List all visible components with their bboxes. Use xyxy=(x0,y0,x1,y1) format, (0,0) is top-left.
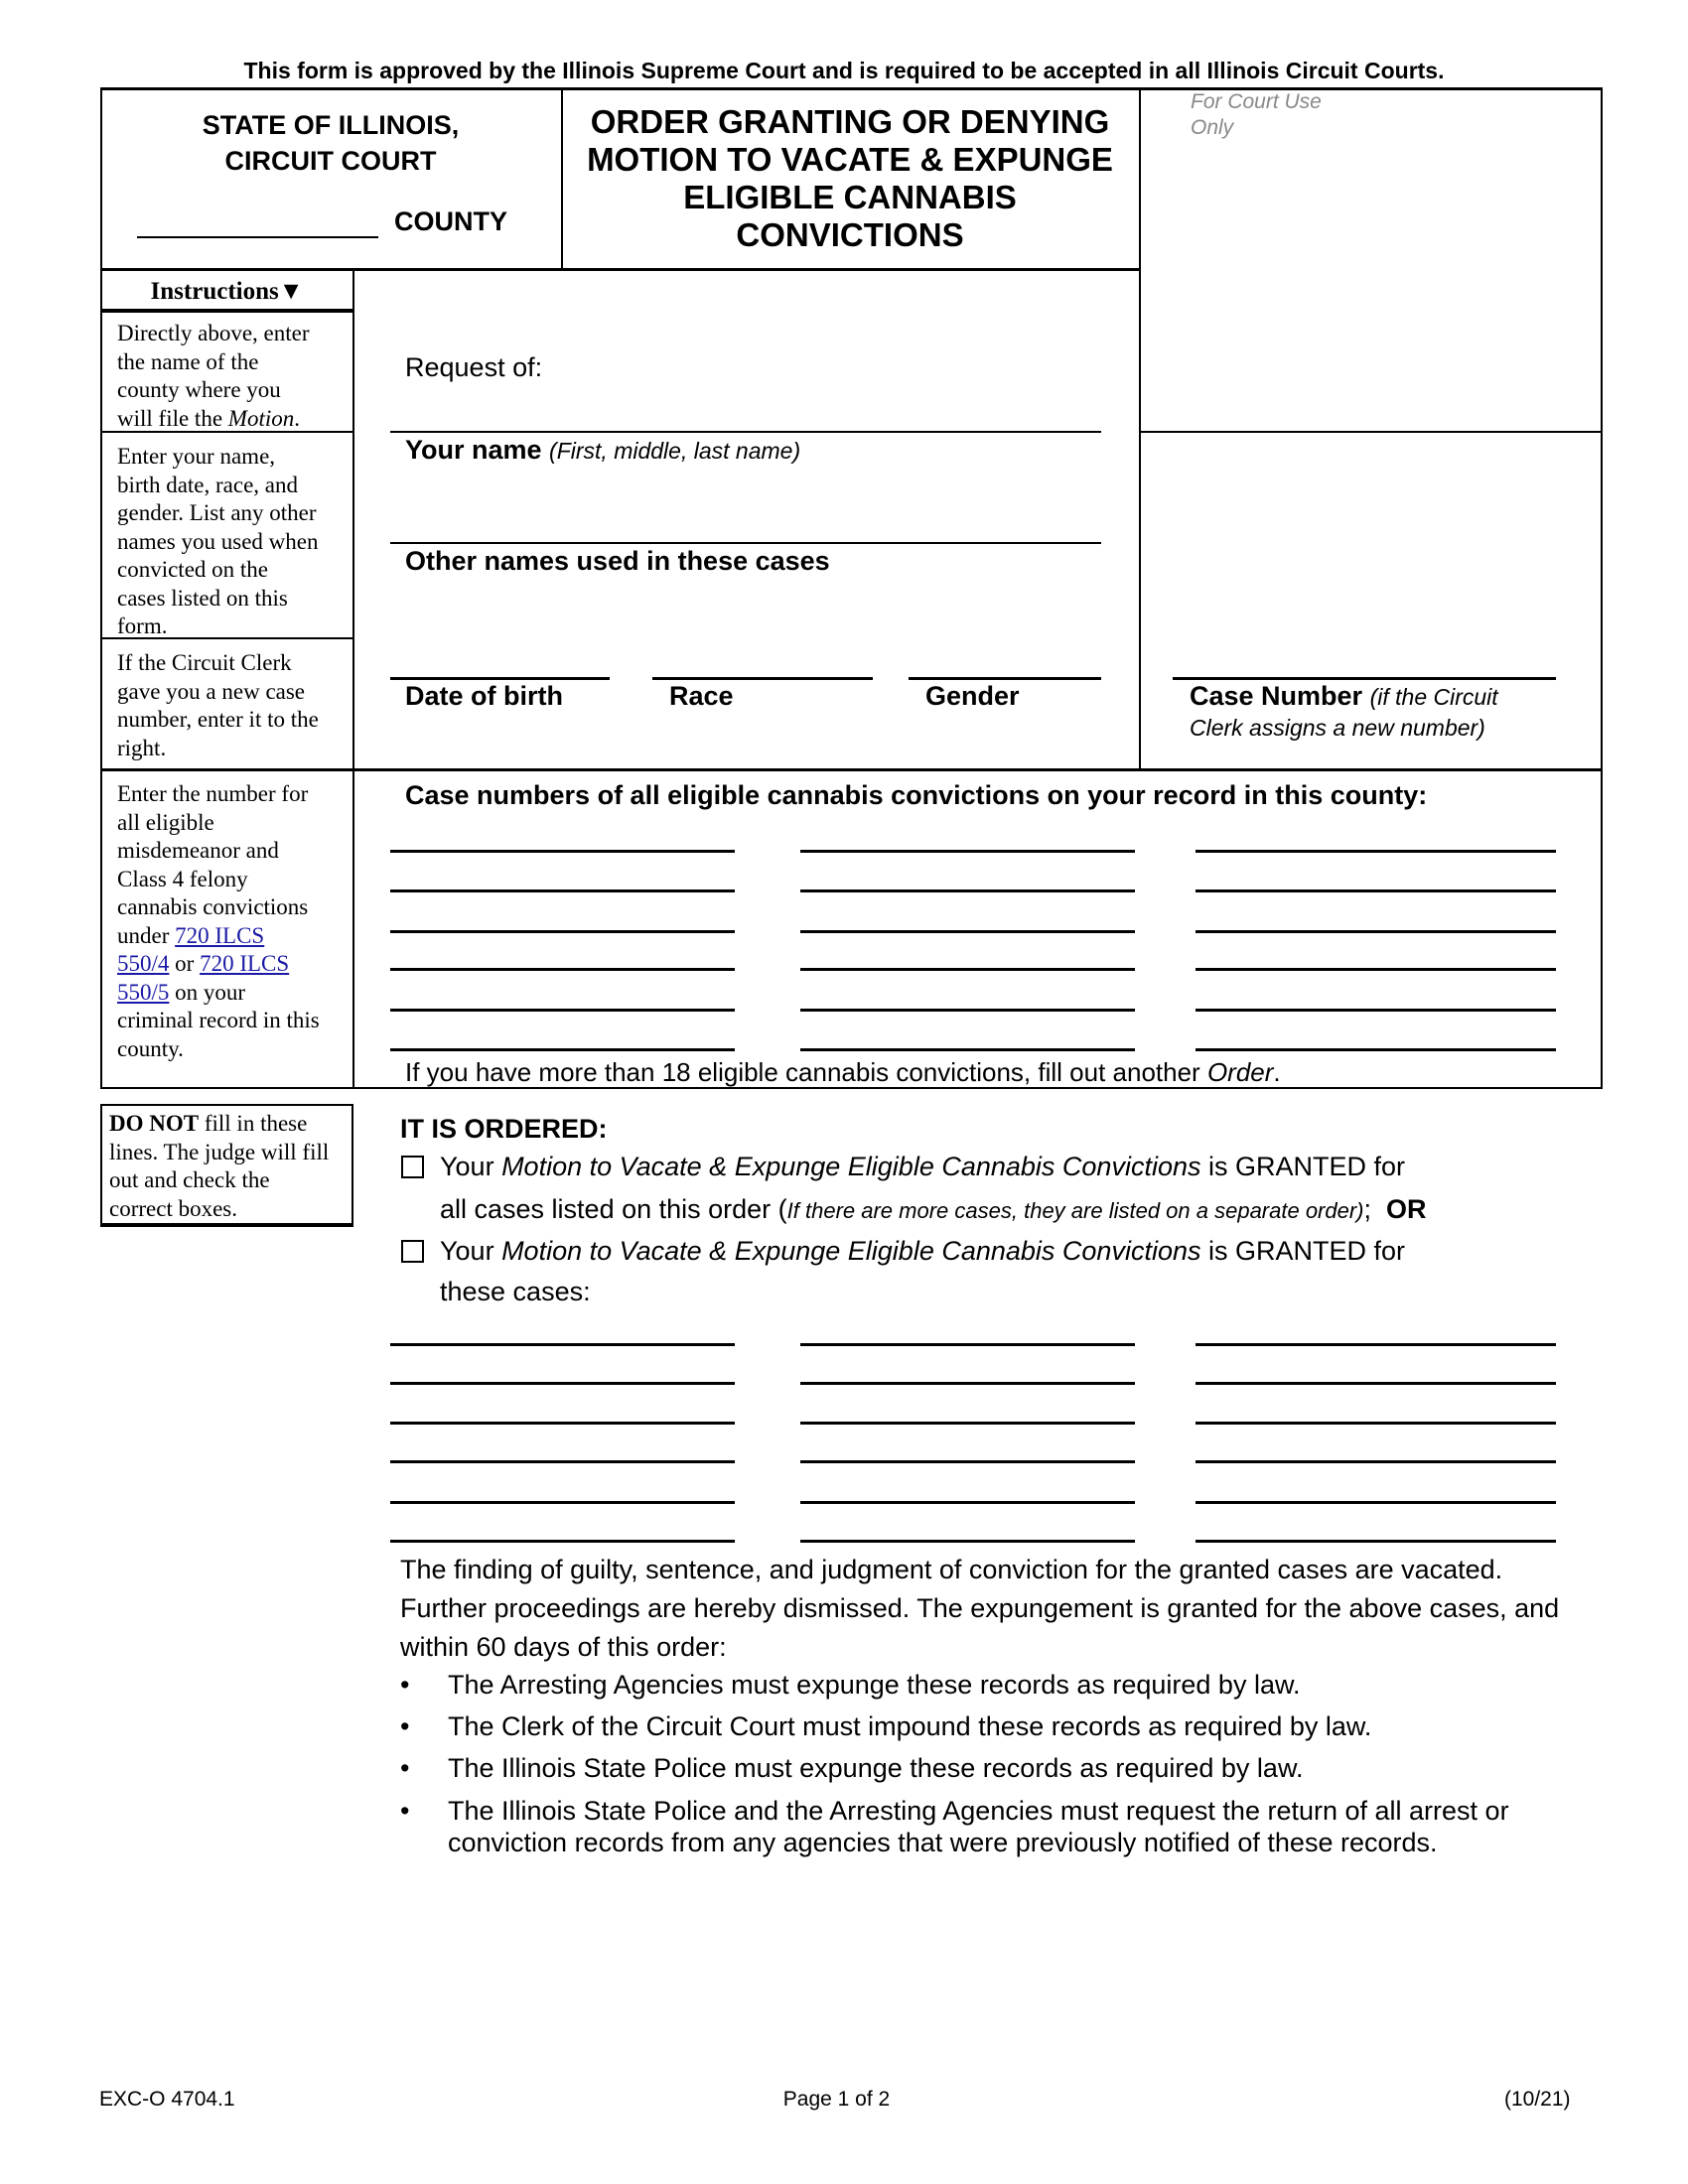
text: ; xyxy=(1363,1194,1372,1224)
court-state: STATE OF ILLINOIS, xyxy=(202,110,460,140)
cases-note xyxy=(405,1057,1281,1088)
note-text-italic: Order xyxy=(1206,1057,1274,1087)
grant-selected-checkbox[interactable] xyxy=(401,1240,424,1263)
instruction-case-number: If the Circuit Clerk gave you a new case number, enter it to the right. xyxy=(117,650,319,760)
granted-case-input[interactable] xyxy=(390,1540,735,1543)
bullet-item xyxy=(400,1753,1509,1795)
granted-case-input[interactable] xyxy=(390,1422,735,1425)
instruction-convictions xyxy=(117,780,320,1063)
court-use-label xyxy=(1191,89,1322,141)
grant-all-checkbox[interactable] xyxy=(401,1156,424,1178)
case-number-input[interactable] xyxy=(1196,889,1556,892)
granted-case-input[interactable] xyxy=(1196,1460,1556,1463)
order-heading: IT IS ORDERED: xyxy=(400,1114,608,1144)
dob-label: Date of birth xyxy=(405,681,563,711)
grant-selected-text-line2: these cases: xyxy=(440,1277,591,1306)
county-input[interactable] xyxy=(137,236,378,238)
text-italic: Motion to Vacate & Expunge Eligible Cannabis Convictions xyxy=(501,1236,1201,1266)
case-number-input[interactable] xyxy=(1196,930,1556,933)
order-paragraph xyxy=(400,1551,1559,1667)
gender-label: Gender xyxy=(925,681,1020,711)
case-number-input[interactable] xyxy=(800,850,1135,853)
request-of-input[interactable] xyxy=(390,431,1101,433)
instruction-text: or xyxy=(169,951,201,976)
granted-case-input[interactable] xyxy=(800,1540,1135,1543)
your-name-label xyxy=(405,435,800,466)
case-number-input[interactable] xyxy=(1196,1048,1556,1051)
divider xyxy=(1139,88,1141,770)
paragraph-line: Further proceedings are hereby dismissed. The expungement is granted for the above cases, and xyxy=(400,1593,1560,1623)
race-input[interactable] xyxy=(652,677,873,680)
granted-case-input[interactable] xyxy=(390,1382,735,1385)
granted-case-input[interactable] xyxy=(1196,1501,1556,1504)
instruction-text: . xyxy=(294,405,300,431)
case-numbers-heading: Case numbers of all eligible cannabis convictions on your record in this county: xyxy=(405,780,1428,810)
bullet-icon: • xyxy=(400,1670,410,1700)
bullet-icon: • xyxy=(400,1796,410,1826)
case-number-input[interactable] xyxy=(390,889,735,892)
bullet-item xyxy=(400,1795,1509,1858)
form-date: (10/21) xyxy=(1504,2088,1571,2111)
note-text: . xyxy=(1273,1057,1281,1087)
request-of-label: Request of: xyxy=(405,352,543,382)
instruction-text: Directly above, enter the name of the county where you will file the xyxy=(117,321,310,431)
grant-all-text xyxy=(440,1152,1405,1182)
text-italic: If there are more cases, they are listed on a separate order) xyxy=(786,1198,1364,1223)
form-id: EXC-O 4704.1 xyxy=(99,2088,235,2111)
case-number-input[interactable] xyxy=(800,1009,1135,1012)
bullet-item xyxy=(400,1711,1509,1753)
case-number-input[interactable] xyxy=(800,968,1135,971)
instructions-label: Instructions xyxy=(150,278,279,305)
granted-case-input[interactable] xyxy=(800,1501,1135,1504)
instruction-text: Enter the number for all eligible misdemeanor and Class 4 felony cannabis convictions under xyxy=(117,781,309,948)
label-text: Your name xyxy=(405,435,542,465)
granted-case-input[interactable] xyxy=(800,1382,1135,1385)
bullet-item xyxy=(400,1670,1509,1711)
case-number-input[interactable] xyxy=(1196,968,1556,971)
approval-notice: This form is approved by the Illinois Supreme Court and is required to be accepted in all Illinois Circuit Courts. xyxy=(243,58,1445,83)
granted-case-input[interactable] xyxy=(1196,1540,1556,1543)
form-title xyxy=(561,103,1139,254)
case-number-input[interactable] xyxy=(800,930,1135,933)
court-name xyxy=(100,107,561,179)
link-text[interactable]: 720 ILCS xyxy=(175,922,265,948)
bullet-text: The Illinois State Police must expunge these records as required by law. xyxy=(448,1753,1304,1783)
instruction-county xyxy=(117,320,310,433)
case-number-input[interactable] xyxy=(1196,850,1556,853)
instruction-text-italic: Motion xyxy=(227,405,295,431)
court-circuit: CIRCUIT COURT xyxy=(224,146,437,176)
granted-case-input[interactable] xyxy=(390,1501,735,1504)
grant-all-text-line2 xyxy=(440,1194,1427,1225)
case-number-input[interactable] xyxy=(390,930,735,933)
grant-selected-text xyxy=(440,1236,1405,1267)
granted-case-input[interactable] xyxy=(800,1460,1135,1463)
bullet-text: conviction records from any agencies that were previously notified of these records. xyxy=(448,1828,1438,1857)
caret-down-icon: ▼ xyxy=(278,278,304,305)
divider xyxy=(1139,431,1603,433)
divider xyxy=(100,268,1140,271)
case-number-input[interactable] xyxy=(800,1048,1135,1051)
text: Your xyxy=(440,1152,502,1181)
judge-only-note xyxy=(100,1104,353,1227)
divider xyxy=(100,309,353,313)
your-name-input[interactable] xyxy=(390,542,1101,544)
paragraph-line: within 60 days of this order: xyxy=(400,1632,727,1662)
divider xyxy=(100,768,1603,771)
note-bold: DO NOT xyxy=(109,1111,200,1136)
case-number-input[interactable] xyxy=(390,1009,735,1012)
court-use-line: For Court Use xyxy=(1191,90,1322,113)
label-text: Case Number xyxy=(1190,681,1363,711)
hint-text: (if the Circuit xyxy=(1369,684,1498,710)
granted-case-input[interactable] xyxy=(1196,1382,1556,1385)
granted-case-input[interactable] xyxy=(1196,1422,1556,1425)
title-line: ORDER GRANTING OR DENYING xyxy=(590,103,1110,140)
title-line: MOTION TO VACATE & EXPUNGE xyxy=(587,141,1113,178)
granted-case-input[interactable] xyxy=(1196,1343,1556,1346)
case-number-input[interactable] xyxy=(1196,1009,1556,1012)
instruction-text: on your criminal record in this county. xyxy=(117,979,320,1061)
bullet-text: The Illinois State Police and the Arresting Agencies must request the return of all arrest or xyxy=(448,1796,1509,1826)
hint-text: Clerk assigns a new number) xyxy=(1190,715,1485,741)
note-text: fill in these lines. The judge will fill out and check the correct boxes. xyxy=(109,1111,330,1221)
title-line: ELIGIBLE CANNABIS xyxy=(683,179,1017,215)
instruction-name: Enter your name, birth date, race, and gender. List any other names you used when convicted on the cases listed on this form. xyxy=(117,444,319,638)
granted-case-input[interactable] xyxy=(390,1460,735,1463)
bullet-text: The Arresting Agencies must expunge these records as required by law. xyxy=(448,1670,1301,1700)
text: is GRANTED for xyxy=(1200,1152,1406,1181)
case-number-input[interactable] xyxy=(390,1048,735,1051)
or-label: OR xyxy=(1386,1194,1427,1224)
case-number-input[interactable] xyxy=(800,889,1135,892)
case-number-label xyxy=(1190,681,1498,743)
link-text[interactable]: 720 ILCS xyxy=(200,951,290,976)
gender-input[interactable] xyxy=(909,677,1101,680)
granted-case-input[interactable] xyxy=(800,1343,1135,1346)
case-number-input[interactable] xyxy=(390,968,735,971)
hint-text: (First, middle, last name) xyxy=(549,438,801,464)
instructions-header[interactable] xyxy=(100,278,353,306)
bullet-icon: • xyxy=(400,1753,410,1783)
race-label: Race xyxy=(669,681,734,711)
other-names-label: Other names used in these cases xyxy=(405,546,830,576)
paragraph-line: The finding of guilty, sentence, and judgment of conviction for the granted cases are vacated. xyxy=(400,1555,1503,1584)
order-bullets xyxy=(400,1670,1509,1858)
page-number: Page 1 of 2 xyxy=(782,2088,891,2111)
note-text: If you have more than 18 eligible cannabis convictions, fill out another xyxy=(405,1057,1207,1087)
granted-case-input[interactable] xyxy=(390,1343,735,1346)
bullet-text: The Clerk of the Circuit Court must impound these records as required by law. xyxy=(448,1711,1372,1741)
text-italic: Motion to Vacate & Expunge Eligible Cannabis Convictions xyxy=(501,1152,1201,1181)
divider xyxy=(352,269,354,1089)
link-text[interactable]: 550/4 xyxy=(117,951,170,976)
court-use-line: Only xyxy=(1191,116,1234,139)
text: is GRANTED for xyxy=(1200,1236,1406,1266)
granted-case-input[interactable] xyxy=(800,1422,1135,1425)
case-number-input[interactable] xyxy=(390,850,735,853)
bullet-icon: • xyxy=(400,1711,410,1741)
text: Your xyxy=(440,1236,502,1266)
link-text[interactable]: 550/5 xyxy=(117,979,170,1005)
text: all cases listed on this order ( xyxy=(440,1194,787,1224)
case-number-input[interactable] xyxy=(1173,677,1556,680)
county-label: COUNTY xyxy=(394,206,507,236)
title-line: CONVICTIONS xyxy=(736,216,964,253)
dob-input[interactable] xyxy=(390,677,610,680)
